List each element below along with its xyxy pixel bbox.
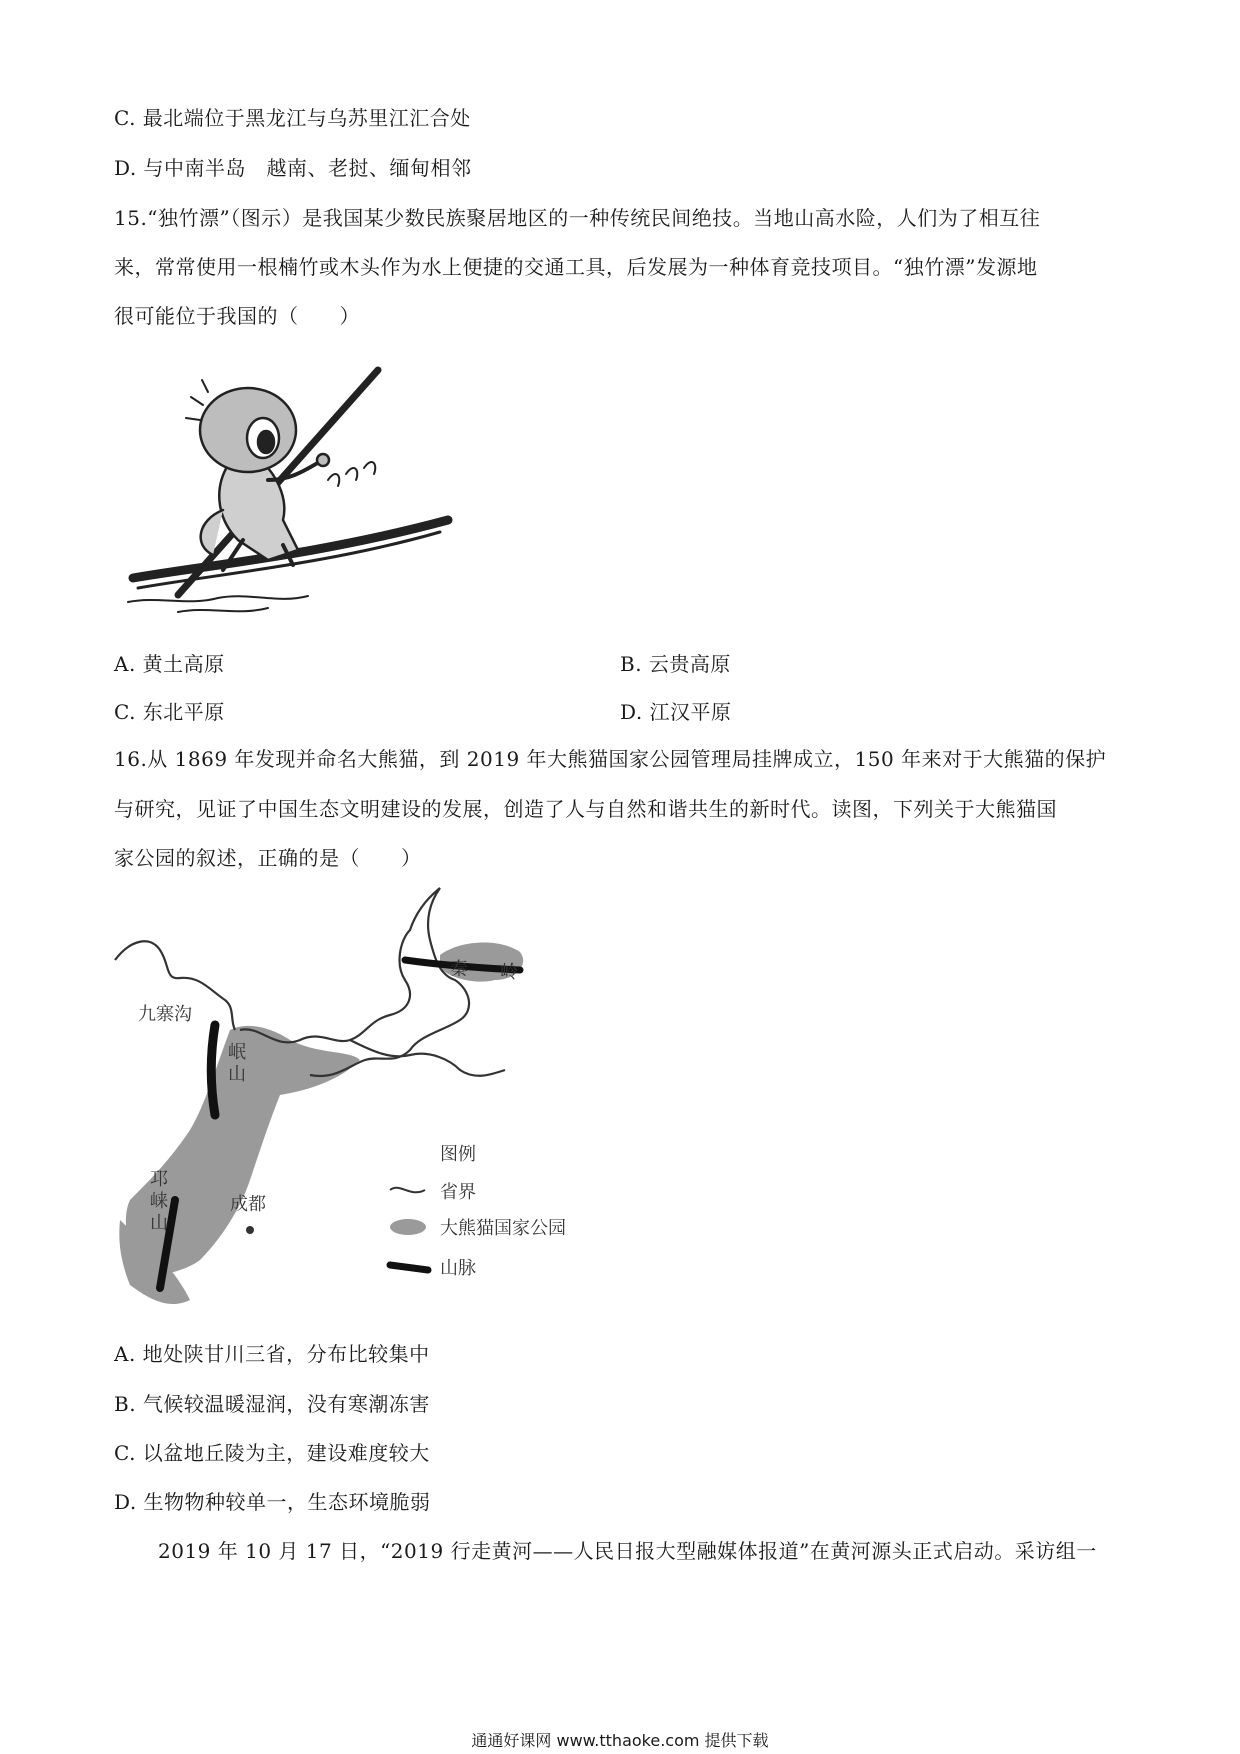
q15-stem-line2: 来，常常使用一根楠竹或木头作为水上便捷的交通工具，后发展为一种体育竞技项目。“独竹漂”发源地: [114, 255, 1038, 279]
bamboo-rafting-illustration: [118, 360, 458, 620]
label-qionglai-3: 山: [150, 1213, 168, 1234]
footer-source: 通通好课网 www.tthaoke.com 提供下载: [471, 1731, 769, 1750]
q16-option-b: B. 气候较温暖湿润，没有寒潮冻害: [114, 1392, 430, 1416]
legend-boundary: 省界: [440, 1182, 476, 1203]
map-legend: [390, 1144, 566, 1279]
label-qionglai-2: 崃: [150, 1191, 168, 1212]
label-jiuzhaigou: 九寨沟: [138, 1004, 192, 1025]
chengdu-marker: [246, 1226, 254, 1234]
legend-mountain: 山脉: [440, 1258, 476, 1279]
legend-park-symbol: [390, 1219, 426, 1235]
label-qionglai-1: 邛: [150, 1169, 168, 1190]
legend-title: 图例: [440, 1144, 476, 1165]
q16-stem-line3: 家公园的叙述，正确的是（ ）: [114, 846, 422, 870]
q14-option-c: C. 最北端位于黑龙江与乌苏里江汇合处: [114, 106, 471, 130]
park-areas: [119, 943, 523, 1304]
q16-option-c: C. 以盆地丘陵为主，建设难度较大: [114, 1441, 430, 1465]
legend-park: 大熊猫国家公园: [440, 1218, 566, 1239]
legend-boundary-symbol: [390, 1188, 425, 1193]
q16-option-d: D. 生物物种较单一，生态环境脆弱: [114, 1490, 431, 1514]
panda-park-map: [110, 880, 610, 1320]
q16-stem-line2: 与研究，见证了中国生态文明建设的发展，创造了人与自然和谐共生的新时代。读图，下列关于大熊猫国: [114, 797, 1057, 821]
q15-option-c: C. 东北平原: [114, 700, 225, 724]
q15-stem-line3: 很可能位于我国的（ ）: [114, 304, 360, 328]
next-passage: 2019 年 10 月 17 日，“2019 行走黄河——人民日报大型融媒体报道”在黄河源头正式启动。采访组一: [158, 1539, 1097, 1563]
q14-option-d: D. 与中南半岛 越南、老挝、缅甸相邻: [114, 156, 472, 180]
q16-option-a: A. 地处陕甘川三省，分布比较集中: [114, 1342, 430, 1366]
q15-stem-line1: 15.“独竹漂”（图示）是我国某少数民族聚居地区的一种传统民间绝技。当地山高水险，人们为了相互往: [114, 206, 1041, 230]
label-chengdu: 成都: [230, 1194, 266, 1215]
label-qinling-2: 岭: [500, 962, 518, 983]
label-minshan-1: 岷: [228, 1042, 246, 1063]
legend-mountain-symbol: [390, 1265, 428, 1270]
q15-option-a: A. 黄土高原: [114, 652, 225, 676]
q15-option-d: D. 江汉平原: [620, 700, 732, 724]
label-minshan-2: 山: [228, 1064, 246, 1085]
q16-stem-line1: 16.从 1869 年发现并命名大熊猫，到 2019 年大熊猫国家公园管理局挂牌成立，150 年来对于大熊猫的保护: [114, 747, 1107, 771]
label-qinling-1: 秦: [450, 959, 468, 980]
q15-option-b: B. 云贵高原: [620, 652, 731, 676]
